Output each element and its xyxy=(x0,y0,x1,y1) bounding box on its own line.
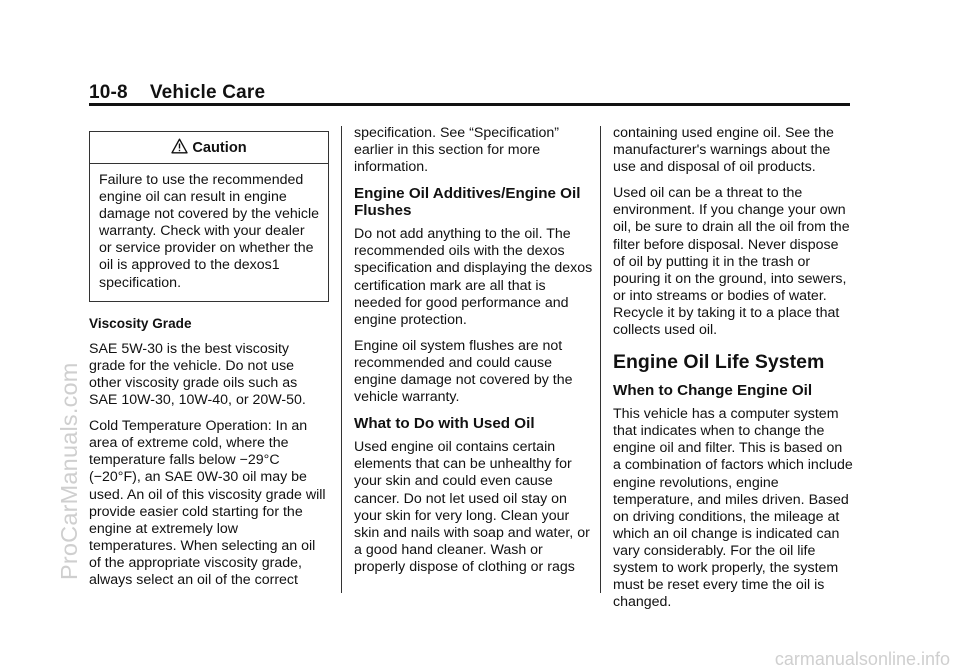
column-divider-2 xyxy=(600,126,601,593)
paragraph: containing used engine oil. See the manufacturer's warnings about the use and disposal of oil products. xyxy=(613,125,834,176)
column-3 xyxy=(613,125,853,620)
viscosity-grade-label: Viscosity Grade xyxy=(89,315,192,331)
heading-oil-additives: Engine Oil Additives/Engine Oil Flushes xyxy=(354,185,581,220)
side-watermark: ProCarManuals.com xyxy=(56,362,82,580)
column-2 xyxy=(354,125,594,585)
paragraph: Used engine oil contains certain elements that can be unhealthy for your skin and could even cause cancer. Do not let used oil stay on your skin for very long. Clean your skin and nails with soap and water, or a good hand cleaner. Wash or properly dispose of clothing or rags xyxy=(354,439,590,575)
heading-oil-life-system: Engine Oil Life System xyxy=(613,351,825,374)
section-title: Vehicle Care xyxy=(149,82,266,103)
paragraph: SAE 5W-30 is the best viscosity grade for the vehicle. Do not use other viscosity grade oils such as SAE 10W-30, 10W-40, or 20W-50. xyxy=(89,340,306,409)
paragraph: This vehicle has a computer system that indicates when to change the engine oil and filter. This is based on a combination of factors which include engine revolutions, engine temperature, and miles driven. Based on driving conditions, the mileage at which an oil change is indicated can vary considerably. For the oil life system to work properly, the system must be reset every time the oil is changed. xyxy=(613,406,853,611)
page-number: 10-8 xyxy=(89,82,128,103)
paragraph: specification. See “Specification” earlier in this section for more information. xyxy=(354,125,560,176)
warning-icon xyxy=(171,138,188,154)
bottom-watermark: carmanualsonline.info xyxy=(774,649,950,669)
page-header xyxy=(89,82,265,104)
heading-when-to-change: When to Change Engine Oil xyxy=(613,382,813,400)
caution-box xyxy=(89,131,329,302)
column-divider-1 xyxy=(341,126,342,593)
heading-used-oil: What to Do with Used Oil xyxy=(354,415,535,433)
caution-text: Failure to use the recommended engine oil can result in engine damage not covered by the vehicle warranty. Check with your dealer or service provider on whether the oil is approved to the dexos1 specification. xyxy=(99,172,320,291)
column-1 xyxy=(89,125,329,598)
caution-title: Caution xyxy=(192,140,247,156)
paragraph: Engine oil system flushes are not recommended and could cause engine damage not covered by the vehicle warranty. xyxy=(354,337,573,406)
paragraph: Do not add anything to the oil. The recommended oils with the dexos specification and displaying the dexos certification mark are all that is needed for good performance and engine protection. xyxy=(354,226,593,328)
header-rule xyxy=(89,103,850,106)
paragraph: Cold Temperature Operation: In an area of extreme cold, where the temperature falls below −29°C (−20°F), an SAE 0W-30 oil may be used. An oil of this viscosity grade will provide easier cold starting for the engine at extremely low temperatures. When selecting an oil of the appropriate viscosity grade, always select an oil of the correct xyxy=(89,418,326,588)
caution-header xyxy=(90,132,328,164)
paragraph: Used oil can be a threat to the environment. If you change your own oil, be sure to drain all the oil from the filter before disposal. Never dispose of oil by putting it in the trash or pouring it on the ground, into sewers, or into streams or bodies of water. Recycle it by taking it to a place that collects used oil. xyxy=(613,185,850,339)
